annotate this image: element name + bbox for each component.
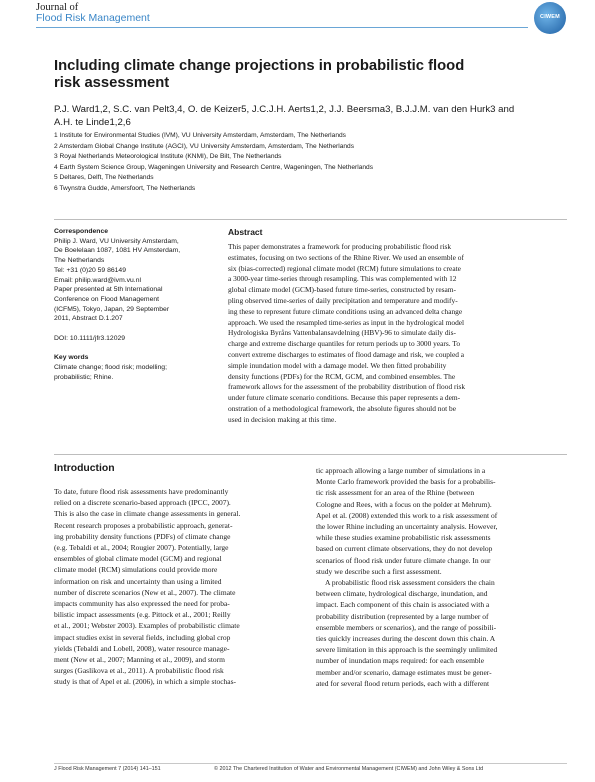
email-link[interactable]: Email: philip.ward@ivm.vu.nl <box>54 276 141 284</box>
body-line: Recent research proposes a probabilistic approach, generat- <box>54 520 233 530</box>
keywords-line: Climate change; flood risk; modelling; <box>54 363 167 371</box>
title-line: Including climate change projections in probabilistic flood <box>54 58 465 74</box>
affiliation-item: 1 Institute for Environmental Studies (IVM), VU University Amsterdam, Amsterdam, The Netherlands <box>54 132 346 139</box>
correspondence-block <box>54 227 214 382</box>
correspondence-line: De Boelelaan 1087, 1081 HV Amsterdam, <box>54 247 181 255</box>
affiliation-list <box>54 131 564 195</box>
body-line: et al., 2001; Webster 2003). Examples of probabilistic climate <box>54 621 240 631</box>
correspondence-heading: Correspondence <box>54 228 109 235</box>
abstract-line: charge and extreme discharge quantiles for return periods up to 3000 years. To <box>228 339 461 349</box>
body-line: A probabilistic flood risk assessment considers the chain <box>325 578 495 588</box>
affiliation-item: 5 Deltares, Delft, The Netherlands <box>54 174 154 182</box>
body-line: tic approach allowing a large number of simulations in a <box>316 466 486 475</box>
copyright-footer: © 2012 The Chartered Institution of Water and Environmental Management (CIWEM) and John Wiley & Sons Ltd <box>214 766 484 772</box>
abstract-line: framework allows for the assessment of the probability distribution of flood risk <box>228 382 466 392</box>
affiliation-item: 3 Royal Netherlands Meteorological Institute (KNMI), De Bilt, The Netherlands <box>54 153 282 161</box>
body-line: ment (New et al., 2007; Manning et al., 2009), and storm <box>54 655 226 665</box>
body-line: probability distribution (represented by a large number of <box>316 611 489 621</box>
body-line: yields (Tebaldi and Lobell, 2008), water resource manage- <box>54 643 230 653</box>
body-line: tic risk assessment for an area of the Rhine (between <box>316 488 475 498</box>
doi-link[interactable]: DOI: 10.1111/jfr3.12029 <box>54 334 126 342</box>
intro-column-right <box>316 465 567 689</box>
keywords-line: probabilistic; Rhine. <box>54 373 114 381</box>
footer-rule <box>54 763 567 764</box>
body-line: (e.g. Tebaldi et al., 2004; Rougier 2007). Potentially, large <box>54 543 229 553</box>
body-line: study we describe such a first assessment. <box>316 566 442 576</box>
body-line: Apel et al. (2008) extended this work to a risk assessment of <box>316 510 498 520</box>
body-line: This is also the case in climate change assessments in general. <box>54 509 241 519</box>
body-line: Cologne and Rees, with a focus on the polder at Mehrum). <box>316 499 492 509</box>
body-line: scenarios of flood risk under future climate change. In our <box>316 555 491 565</box>
title-line: risk assessment <box>54 75 170 91</box>
body-line: surges (Gaslikova et al., 2011). A probabilistic flood risk <box>54 666 224 676</box>
abstract-line: This paper demonstrates a framework for producing probabilistic flood risk <box>228 242 452 251</box>
correspondence-line: Philip J. Ward, VU University Amsterdam, <box>54 237 179 245</box>
body-line: ated for several flood return periods, each with a different <box>316 678 490 688</box>
abstract-line: density functions (PDFs) for the RCM, GCM, and combined ensembles. The <box>228 371 456 381</box>
section-divider <box>54 454 567 455</box>
abstract-line: pling observed time-series of daily precipitation and temperature and modify- <box>228 295 458 305</box>
abstract-line: under future climate scenario conditions. Because this paper represents a dem- <box>228 393 461 403</box>
keywords-heading: Key words <box>54 354 89 362</box>
body-line: impacts community has also expressed the need for proba- <box>54 599 230 609</box>
intro-column-left <box>54 486 307 688</box>
correspondence-line: Conference on Flood Management <box>54 295 160 303</box>
abstract-line: a 3000-year time-series through resampling. This was complemented with 12 <box>228 274 457 284</box>
body-line: study is that of Apel et al. (2006), in which a simple stochas- <box>54 677 237 687</box>
abstract-line: estimates, focusing on two sections of the Rhine River. We used an ensemble of <box>228 252 464 262</box>
authors-line: A.H. te Linde1,2,6 <box>54 116 131 128</box>
body-line: based on current climate observations, they do not develop <box>316 544 493 554</box>
body-line: climate model (RCM) simulations could provide more <box>54 565 218 575</box>
body-line: impact studies exist in several fields, including global crop <box>54 632 231 642</box>
header-rule <box>36 27 528 28</box>
body-line: ties quickly increases during the descent down this chain. A <box>316 634 496 644</box>
body-line: information on risk and uncertainty than using a limited <box>54 576 222 586</box>
section-divider <box>54 219 567 220</box>
correspondence-line: 2011, Abstract D.1.207 <box>54 315 123 323</box>
abstract-line: simple inundation model with a damage model. We then fitted probability <box>228 360 447 370</box>
body-line: ensemble members or scenarios), and the range of possibili- <box>316 622 497 632</box>
introduction-heading: Introduction <box>54 463 115 474</box>
ciwem-logo-icon <box>534 2 566 34</box>
correspondence-line: The Netherlands <box>54 257 105 265</box>
body-line: Monte Carlo framework provided the basis for a probabilis- <box>316 477 496 487</box>
body-line: ensembles of global climate model (GCM) and regional <box>54 554 222 564</box>
abstract-line: six (bias-corrected) regional climate model (RCM) future simulations to create <box>228 263 461 273</box>
authors-line: P.J. Ward1,2, S.C. van Pelt3,4, O. de Keizer5, J.C.J.H. Aerts1,2, J.J. Beersma3, B.J.J.M. van den Hurk3 and <box>54 104 515 115</box>
body-line: relied on a discrete scenario-based approach (IPCC, 2007). <box>54 498 231 508</box>
abstract-line: Hydrologiska Byråns Vattenbalansavdelning (HBV)-96 to simulate daily dis- <box>228 328 456 338</box>
journal-name <box>36 2 150 24</box>
affiliation-item: 6 Twynstra Gudde, Amersfoort, The Netherlands <box>54 184 196 192</box>
author-list <box>54 104 554 129</box>
paper-title <box>54 58 534 92</box>
correspondence-line: Tel: +31 (0)20 59 86149 <box>54 266 126 274</box>
body-line: number of discrete scenarios (New et al., 2007). The climate <box>54 587 236 597</box>
body-line: ing probability density functions (PDFs) of climate change <box>54 531 231 541</box>
body-line: severe limitation in this approach is the seemingly unlimited <box>316 645 498 655</box>
affiliation-item: 4 Earth System Science Group, Wageningen University and Research Centre, Wageningen, The Netherlands <box>54 163 373 171</box>
citation-footer: J Flood Risk Management 7 (2014) 141–151 <box>54 766 161 772</box>
body-line: member and/or scenario, damage estimates must be gener- <box>316 667 492 677</box>
journal-name-line2: Flood Risk Management <box>36 12 150 24</box>
correspondence-line: Paper presented at 5th International <box>54 286 163 294</box>
journal-name-line1: Journal of <box>36 2 79 13</box>
abstract-heading: Abstract <box>228 227 263 237</box>
body-line: number of inundation maps required: for each ensemble <box>316 656 485 666</box>
body-line: while these studies examine probabilistic risk assessments <box>316 533 491 543</box>
abstract-line: onstration of a methodological framework, the absolute figures should not be <box>228 403 457 413</box>
body-line: impact. Each component of this chain is associated with a <box>316 600 490 610</box>
correspondence-line: (ICFM5), Tokyo, Japan, 29 September <box>54 305 170 313</box>
abstract-line: convert extreme discharges to estimates of flood damage and risk, we coupled a <box>228 349 465 359</box>
body-line: the lower Rhine including an uncertainty analysis. However, <box>316 522 498 532</box>
abstract-line: global climate model (GCM)-based future time-series, constructed by resam- <box>228 285 457 295</box>
logo-text: CIWEM <box>540 14 560 20</box>
body-line: bilistic impact assessments (e.g. Pittock et al., 2001; Reilly <box>54 610 231 620</box>
abstract-line: ing these to represent future climate conditions using an advanced delta change <box>228 306 463 316</box>
abstract-body <box>228 242 567 426</box>
body-line: between climate, hydrological discharge, inundation, and <box>316 589 488 599</box>
affiliation-item: 2 Amsterdam Global Change Institute (AGCI), VU University Amsterdam, Amsterdam, The Netherlands <box>54 142 355 150</box>
abstract-line: approach. We used the resampled time-series as input in the hydrological model <box>228 317 465 327</box>
abstract-line: used in decision making at this time. <box>228 414 337 424</box>
body-line: To date, future flood risk assessments have predominantly <box>54 487 229 496</box>
